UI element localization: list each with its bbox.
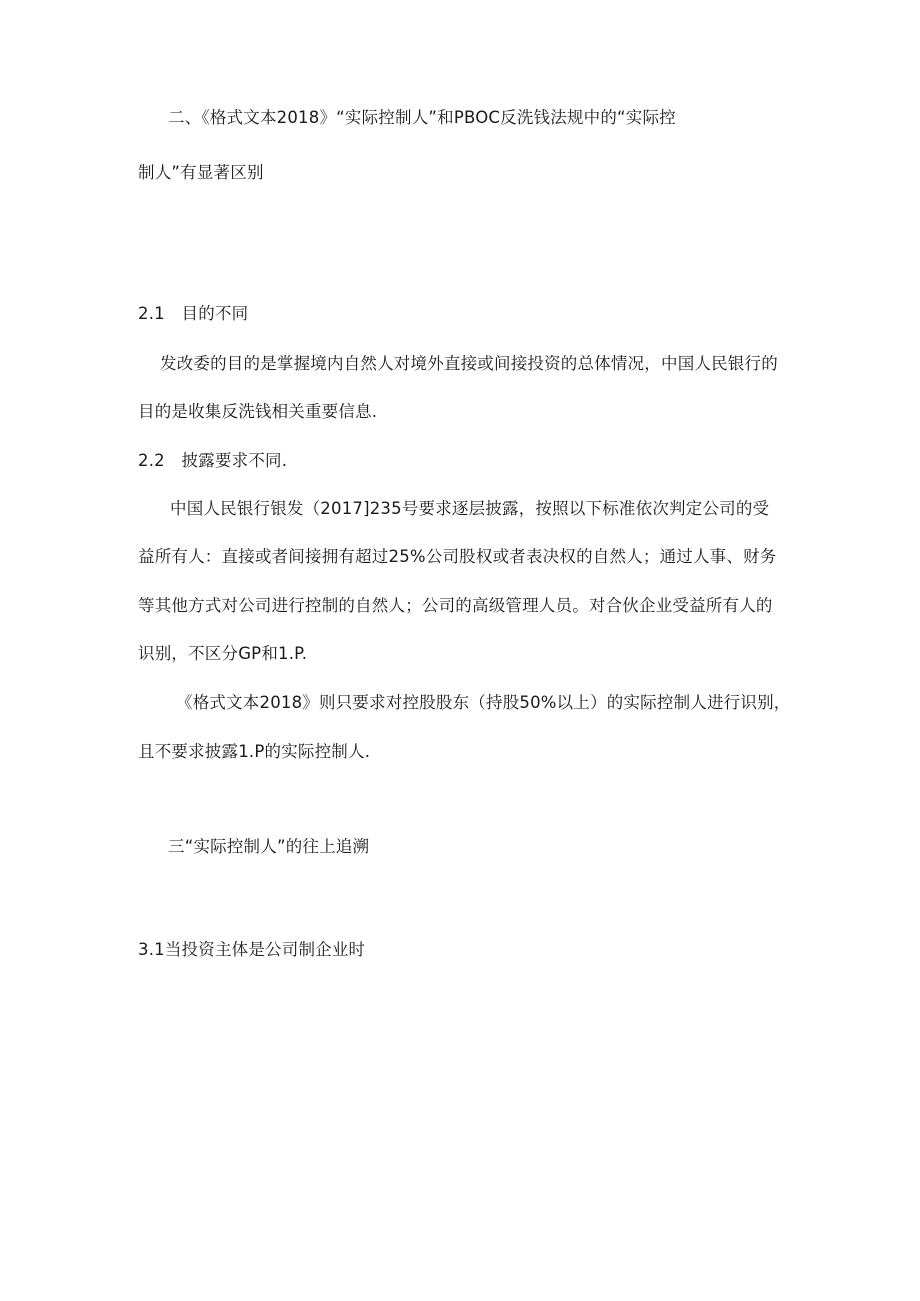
- section2-2-paragraph1-line4: 识别，不区分GP和1.P.: [138, 644, 308, 663]
- section3-title: 三“实际控制人”的往上追溯: [168, 837, 370, 856]
- section2-1-paragraph-line1: 发改委的目的是掌握境内自然人对境外直接或间接投资的总体情况，中国人民银行的: [160, 354, 778, 373]
- section2-1-heading: 2.1 目的不同: [138, 304, 249, 323]
- section2-2-paragraph2-line1: 《格式文本2018》则只要求对控股股东（持股50%以上）的实际控制人进行识别，: [176, 693, 791, 712]
- section2-1-paragraph-line2: 目的是收集反洗钱相关重要信息.: [138, 402, 378, 421]
- section2-title-line2: 制人”有显著区别: [138, 163, 264, 182]
- section2-2-paragraph1-line3: 等其他方式对公司进行控制的自然人；公司的高级管理人员。对合伙企业受益所有人的: [138, 596, 773, 615]
- section2-2-paragraph1-line1: 中国人民银行银发（2017]235号要求逐层披露，按照以下标准依次判定公司的受: [170, 499, 770, 518]
- section2-2-heading: 2.2 披露要求不同.: [138, 451, 288, 470]
- section2-title-line1: 二、《格式文本2018》“实际控制人”和PBOC反洗钱法规中的“实际控: [168, 108, 676, 127]
- section2-2-paragraph1-line2: 益所有人：直接或者间接拥有超过25%公司股权或者表决权的自然人；通过人事、财务: [138, 547, 777, 566]
- section3-1-heading: 3.1当投资主体是公司制企业时: [138, 940, 366, 959]
- section2-2-paragraph2-line2: 且不要求披露1.P的实际控制人.: [138, 742, 371, 761]
